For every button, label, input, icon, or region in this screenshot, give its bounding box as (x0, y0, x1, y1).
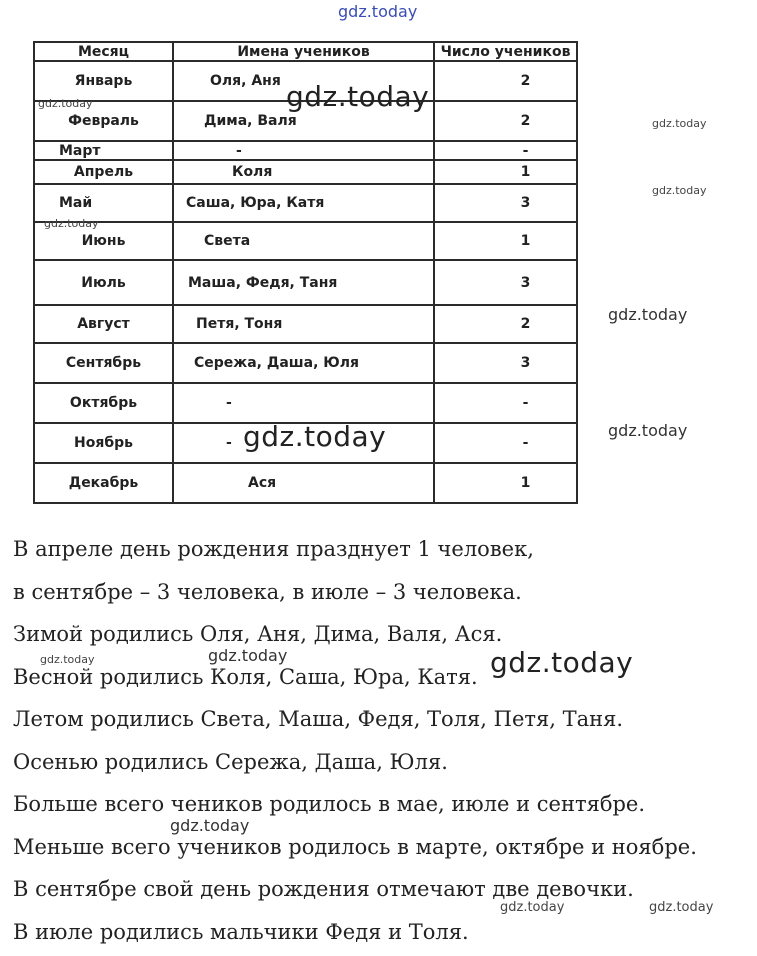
watermark: gdz.today (652, 117, 707, 130)
table-row (34, 222, 577, 260)
count-cell: - (434, 141, 577, 160)
answer-line: в сентябре – 3 человека, в июле – 3 человека. (13, 579, 522, 604)
names-cell: Маша, Федя, Таня (173, 260, 434, 305)
names-cell: Саша, Юра, Катя (173, 184, 434, 222)
count-cell: - (434, 423, 577, 463)
names-cell: Петя, Тоня (173, 305, 434, 343)
answer-line: В июле родились мальчики Федя и Толя. (13, 919, 469, 944)
answer-text (13, 528, 753, 953)
answer-line: В апреле день рождения празднует 1 человек, (13, 537, 534, 561)
watermark: gdz.today (338, 2, 418, 21)
table-row (34, 184, 577, 222)
table-row (34, 260, 577, 305)
watermark: gdz.today (40, 653, 95, 666)
table-header-row (34, 42, 577, 61)
names-cell: Оля, Аня (173, 61, 434, 101)
count-cell: 3 (434, 260, 577, 305)
answer-line: Летом родились Света, Маша, Федя, Толя, Петя, Таня. (13, 707, 624, 731)
month-cell: Октябрь (34, 383, 173, 423)
month-cell: Март (34, 141, 173, 160)
count-cell: 3 (434, 184, 577, 222)
answer-line: Осенью родились Сережа, Даша, Юля. (13, 749, 448, 774)
watermark: gdz.today (243, 420, 387, 453)
names-cell: Сережа, Даша, Юля (173, 343, 434, 383)
table-row (34, 141, 577, 160)
month-cell: Декабрь (34, 463, 173, 503)
table-row (34, 305, 577, 343)
watermark: gdz.today (208, 646, 288, 665)
watermark: gdz.today (500, 900, 565, 915)
count-cell: 2 (434, 305, 577, 343)
count-cell: 2 (434, 101, 577, 141)
count-cell: 1 (434, 160, 577, 184)
watermark: gdz.today (649, 900, 714, 915)
count-cell: - (434, 383, 577, 423)
month-cell: Февраль (34, 101, 173, 141)
month-cell: Август (34, 305, 173, 343)
answer-line: Больше всего чеников родилось в мае, июле и сентябре. (13, 792, 646, 816)
names-cell: Дима, Валя (173, 101, 434, 141)
count-cell: 1 (434, 222, 577, 260)
answer-line: В сентябре свой день рождения отмечают две девочки. (13, 877, 634, 901)
names-cell: Света (173, 222, 434, 260)
answer-line: Зимой родились Оля, Аня, Дима, Валя, Ася. (13, 622, 503, 646)
count-cell: 3 (434, 343, 577, 383)
answer-line: Меньше всего учеников родилось в марте, октябре и ноябре. (13, 834, 697, 859)
count-cell: 2 (434, 61, 577, 101)
header-count: Число учеников (434, 42, 577, 61)
names-cell: Ася (173, 463, 434, 503)
month-cell: Ноябрь (34, 423, 173, 463)
count-cell: 1 (434, 463, 577, 503)
names-cell: Коля (173, 160, 434, 184)
header-month: Месяц (34, 42, 173, 61)
table-row (34, 343, 577, 383)
watermark: gdz.today (608, 421, 688, 440)
names-cell: - (173, 141, 434, 160)
watermark: gdz.today (170, 816, 250, 835)
answer-line: Весной родились Коля, Саша, Юра, Катя. (13, 664, 478, 689)
month-cell: Сентябрь (34, 343, 173, 383)
month-cell: Апрель (34, 160, 173, 184)
watermark: gdz.today (652, 184, 707, 197)
month-cell: Январь (34, 61, 173, 101)
month-cell: Июль (34, 260, 173, 305)
names-cell: - (173, 383, 434, 423)
month-cell: Июнь (34, 222, 173, 260)
watermark: gdz.today (490, 646, 634, 679)
names-cell: - (173, 423, 434, 463)
watermark: gdz.today (38, 97, 93, 110)
month-cell: Май (34, 184, 173, 222)
table-row (34, 463, 577, 503)
watermark: gdz.today (44, 217, 99, 230)
watermark: gdz.today (608, 305, 688, 324)
header-names: Имена учеников (173, 42, 434, 61)
table-row (34, 383, 577, 423)
watermark: gdz.today (286, 80, 430, 113)
table-row (34, 160, 577, 184)
